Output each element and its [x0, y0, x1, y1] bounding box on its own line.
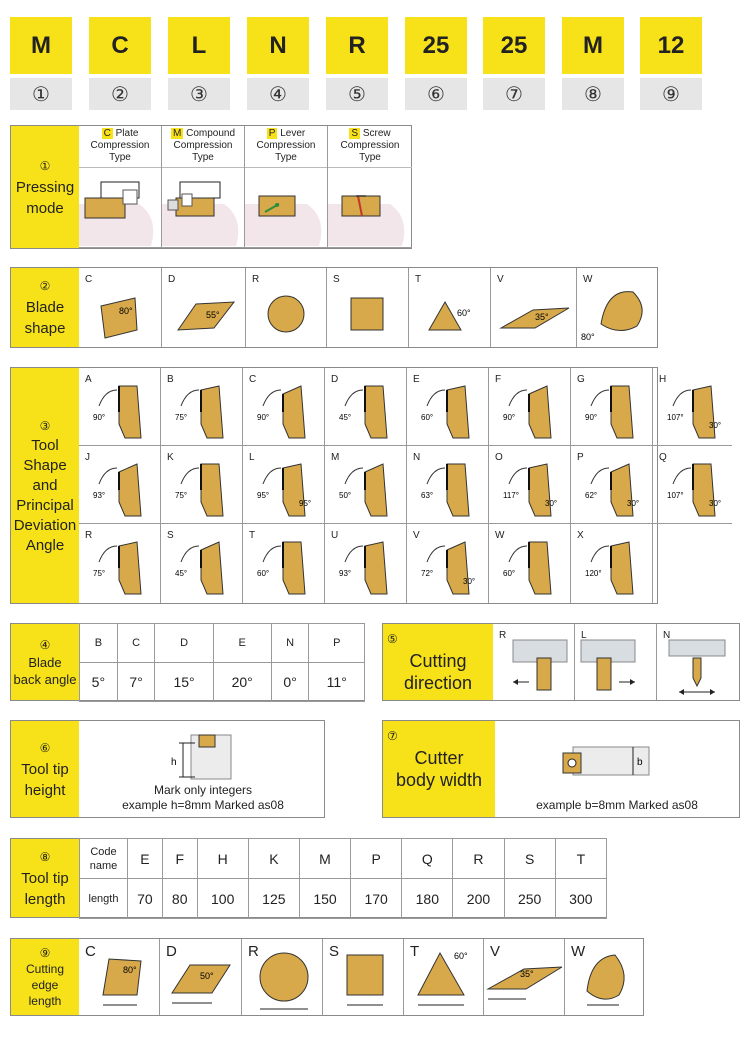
- label-text: height: [24, 781, 66, 799]
- label-text: and: [32, 476, 58, 494]
- blade-shape-w: [577, 268, 657, 347]
- edge-shape-c: [79, 939, 160, 1015]
- edge-shape-r: [242, 939, 323, 1015]
- angle-label: 60°: [457, 308, 471, 318]
- tool-body: [447, 386, 469, 438]
- tool-shape-h: [653, 368, 732, 446]
- angle-label: 35°: [520, 969, 534, 979]
- label-text: Deviation: [13, 516, 77, 534]
- angle-label: 90°: [503, 413, 516, 422]
- shape-letter: T: [410, 943, 420, 960]
- value-cell: 150: [299, 879, 350, 919]
- label-text: Tool: [31, 436, 59, 454]
- tip-height-label: [11, 721, 79, 817]
- tool-body: [611, 464, 633, 516]
- tool-letter: D: [331, 374, 339, 385]
- tip-length-label: [11, 839, 79, 917]
- angle-label: 75°: [175, 413, 188, 422]
- section-number: ⑨: [39, 946, 51, 960]
- angle-arc: [509, 468, 527, 484]
- tool-letter: B: [167, 374, 174, 385]
- note-line: example h=8mm Marked as08: [122, 798, 284, 812]
- angle-label: 62°: [585, 491, 598, 500]
- angle-label: 80°: [119, 306, 133, 316]
- angle-label: 30°: [463, 577, 476, 586]
- direction-letter: L: [581, 630, 587, 641]
- tool-body: [119, 542, 141, 594]
- section-number: ②: [39, 279, 51, 293]
- angle-arc: [673, 390, 691, 406]
- tip-length-table: [79, 838, 607, 919]
- label-text: direction: [403, 673, 473, 693]
- back-angle-table: [79, 623, 365, 702]
- type-title: Screw Compression Type: [340, 128, 400, 163]
- angle-label: 60°: [421, 413, 434, 422]
- code-cell: F: [162, 839, 197, 879]
- angle-arc: [345, 390, 363, 406]
- code-char: 25: [483, 17, 545, 74]
- label-text: Cutting: [409, 651, 467, 671]
- tool-shape-k: [161, 446, 243, 524]
- code-char: 12: [640, 17, 702, 74]
- value-cell: 100: [197, 879, 248, 919]
- label-text: edge: [31, 978, 59, 992]
- angle-label: 107°: [667, 413, 684, 422]
- label-text: Shape: [23, 456, 67, 474]
- angle-arc: [181, 546, 199, 562]
- tool-body: [283, 542, 305, 594]
- tool-letter: G: [577, 374, 585, 385]
- angle-label: 45°: [175, 569, 188, 578]
- value-cell: 300: [555, 879, 606, 919]
- angle-label: 30°: [627, 499, 640, 508]
- label-text: Tool tip: [21, 869, 69, 887]
- angle-label: 63°: [421, 491, 434, 500]
- code-cell: M: [299, 839, 350, 879]
- cutting-direction-panel: [382, 623, 740, 701]
- blade-shape-panel: [10, 267, 658, 348]
- edge-length-label: [11, 939, 79, 1015]
- angle-arc: [181, 390, 199, 406]
- angle-label: 30°: [545, 499, 558, 508]
- angle-label: 80°: [123, 965, 137, 975]
- angle-label: 75°: [93, 569, 106, 578]
- tool-letter: X: [577, 530, 584, 541]
- code-cell: E: [213, 624, 271, 663]
- value-cell: 125: [248, 879, 299, 919]
- section-number: ⑦: [387, 729, 398, 743]
- body-width-panel: [382, 720, 740, 818]
- tool-body: [529, 464, 551, 516]
- angle-label: 75°: [175, 491, 188, 500]
- blade-shape-t: [409, 268, 491, 347]
- code-cell: H: [197, 839, 248, 879]
- tool-shape-b: [161, 368, 243, 446]
- label-text: length: [24, 890, 66, 908]
- pressing-type-m: [162, 126, 245, 248]
- section-number: ⑧: [39, 849, 51, 864]
- code-index: ⑦: [483, 78, 545, 110]
- blade-shape-c: [79, 268, 162, 347]
- edge-shape-t: [404, 939, 484, 1015]
- tool-letter: S: [167, 530, 174, 541]
- angle-arc: [591, 468, 609, 484]
- value-cell: 15°: [155, 663, 213, 702]
- tool-shape-e: [407, 368, 489, 446]
- tool-shape-m: [325, 446, 407, 524]
- tool-shape-d: [325, 368, 407, 446]
- code-index: ④: [247, 78, 309, 110]
- tool-shape-label: [11, 368, 79, 603]
- code-cell: B: [80, 624, 118, 663]
- tool-body: [365, 542, 387, 594]
- body-width-diagram: [553, 739, 653, 789]
- code-cell: S: [504, 839, 555, 879]
- tool-shape-p: [571, 446, 653, 524]
- label-text: Pressing: [15, 178, 75, 196]
- tool-body: [201, 542, 223, 594]
- angle-label: 93°: [93, 491, 106, 500]
- tool-shape-v: [407, 524, 489, 603]
- tool-letter: U: [331, 530, 339, 541]
- value-cell: 200: [453, 879, 504, 919]
- tool-shape-l: [243, 446, 325, 524]
- tool-body: [283, 464, 305, 516]
- angle-label: 30°: [709, 499, 722, 508]
- tool-shape-x: [571, 524, 653, 603]
- back-angle-label: [11, 624, 79, 700]
- tool-body: [611, 386, 633, 438]
- direction-r: [493, 624, 575, 700]
- shape-letter: S: [333, 274, 340, 285]
- angle-label: 95°: [257, 491, 270, 500]
- angle-label: 120°: [585, 569, 602, 578]
- angle-label: 50°: [200, 971, 214, 981]
- value-cell: 11°: [309, 663, 365, 702]
- direction-l: [575, 624, 657, 700]
- tool-shape-o: [489, 446, 571, 524]
- head-cell: [80, 839, 128, 879]
- tool-letter: C: [249, 374, 257, 385]
- code-char: C: [89, 17, 151, 74]
- tool-body: [119, 386, 141, 438]
- tool-shape-w: [489, 524, 571, 603]
- tool-letter: T: [249, 530, 256, 541]
- code-char: M: [10, 17, 72, 74]
- shape-letter: V: [497, 274, 504, 285]
- tool-letter: O: [495, 452, 503, 463]
- code-cell: T: [555, 839, 606, 879]
- angle-label: 55°: [206, 310, 220, 320]
- shape-letter: W: [571, 943, 586, 960]
- code-cell: P: [309, 624, 365, 663]
- blade-shape-s: [327, 268, 409, 347]
- head-text: Code: [90, 845, 117, 858]
- code-index: ⑧: [562, 78, 624, 110]
- label-text: back angle: [13, 671, 77, 687]
- value-cell: 7°: [117, 663, 155, 702]
- dimension-label: h: [171, 757, 177, 768]
- tool-holder-icon: [79, 446, 159, 522]
- tool-body: [201, 386, 223, 438]
- tool-shape-j: [79, 446, 161, 524]
- head-cell: length: [80, 879, 128, 919]
- left-hand-tool-icon: [575, 624, 655, 700]
- value-cell: 70: [128, 879, 163, 919]
- tool-shape-u: [325, 524, 407, 603]
- tool-letter: W: [495, 530, 505, 541]
- angle-arc: [99, 546, 117, 562]
- tool-letter: E: [413, 374, 420, 385]
- tool-body: [693, 464, 715, 516]
- angle-arc: [427, 390, 445, 406]
- pressing-mode-label: [11, 126, 79, 248]
- angle-label: 90°: [585, 413, 598, 422]
- angle-label: 107°: [667, 491, 684, 500]
- value-cell: 5°: [80, 663, 118, 702]
- value-cell: 80: [162, 879, 197, 919]
- angle-label: 60°: [503, 569, 516, 578]
- head-text: name: [89, 859, 118, 872]
- code-char: M: [562, 17, 624, 74]
- angle-label: 50°: [339, 491, 352, 500]
- section-number: ③: [39, 418, 51, 433]
- tool-body: [447, 542, 469, 594]
- tool-body: [283, 386, 305, 438]
- code-cell: E: [128, 839, 163, 879]
- value-cell: 250: [504, 879, 555, 919]
- shape-letter: T: [415, 274, 422, 285]
- body-width-label: [383, 721, 495, 817]
- tool-letter: N: [413, 452, 421, 463]
- lever-clamp-illustration: [245, 168, 327, 246]
- edge-shape-w: [565, 939, 643, 1015]
- angle-arc: [509, 546, 527, 562]
- tool-body: [693, 386, 715, 438]
- code-char: 25: [405, 17, 467, 74]
- code-index: ①: [10, 78, 72, 110]
- angle-arc: [591, 546, 609, 562]
- section-number: ①: [39, 158, 51, 173]
- tool-shape-s: [161, 524, 243, 603]
- angle-arc: [673, 468, 691, 484]
- angle-label: 60°: [454, 951, 468, 961]
- blade-shape-r: [246, 268, 327, 347]
- type-title: Lever Compression Type: [256, 128, 316, 163]
- pressing-type-s: [328, 126, 412, 248]
- edge-shape-d: [160, 939, 242, 1015]
- angle-label: 80°: [581, 332, 595, 342]
- label-text: Principal: [16, 496, 74, 514]
- label-text: Blade: [25, 299, 65, 316]
- angle-arc: [591, 390, 609, 406]
- angle-arc: [263, 390, 281, 406]
- tool-letter: J: [85, 452, 90, 463]
- angle-arc: [345, 468, 363, 484]
- tool-shape-c: [243, 368, 325, 446]
- type-letter: P: [268, 128, 276, 139]
- screw-clamp-illustration: [328, 168, 410, 246]
- code-index: ⑥: [405, 78, 467, 110]
- compound-clamp-illustration: [162, 168, 244, 246]
- tool-shape-a: [79, 368, 161, 446]
- shape-letter: R: [248, 943, 259, 960]
- type-letter: C: [103, 128, 111, 139]
- shape-letter: W: [583, 274, 593, 285]
- tool-body: [529, 386, 551, 438]
- tool-letter: Q: [659, 452, 667, 463]
- code-cell: P: [351, 839, 402, 879]
- angle-label: 90°: [93, 413, 106, 422]
- tool-letter: H: [659, 374, 667, 385]
- blade-shape-d: [162, 268, 246, 347]
- tip-height-note: [81, 783, 325, 813]
- type-title: Compound Compression Type: [173, 128, 236, 163]
- angle-arc: [181, 468, 199, 484]
- angle-label: 90°: [257, 413, 270, 422]
- back-angle-panel: [10, 623, 365, 701]
- plate-clamp-illustration: [79, 168, 161, 246]
- angle-label: 35°: [535, 312, 549, 322]
- tip-length-panel: [10, 838, 607, 918]
- tool-shape-f: [489, 368, 571, 446]
- tool-shape-q: [653, 446, 732, 524]
- pressing-mode-panel: [10, 125, 412, 249]
- angle-arc: [509, 390, 527, 406]
- shape-letter: C: [85, 943, 96, 960]
- cutting-direction-label: [383, 624, 493, 700]
- tool-letter: L: [249, 452, 255, 463]
- code-cell: Q: [402, 839, 453, 879]
- label-text: shape: [24, 320, 66, 337]
- dimension-label: b: [637, 757, 643, 768]
- label-text: Tool tip: [21, 760, 69, 778]
- blade-shape-v: [491, 268, 577, 347]
- shape-letter: S: [329, 943, 340, 960]
- tool-body: [365, 464, 387, 516]
- tool-shape-r: [79, 524, 161, 603]
- value-cell: 20°: [213, 663, 271, 702]
- code-index: ⑨: [640, 78, 702, 110]
- section-number: ⑤: [387, 632, 398, 646]
- value-cell: 0°: [271, 663, 309, 702]
- code-cell: K: [248, 839, 299, 879]
- tip-height-diagram: [151, 727, 261, 785]
- code-cell: D: [155, 624, 213, 663]
- shape-letter: D: [168, 274, 176, 285]
- value-cell: 170: [351, 879, 402, 919]
- tool-shape-t: [243, 524, 325, 603]
- direction-letter: R: [499, 630, 507, 641]
- tool-shape-panel: [10, 367, 722, 604]
- tool-body: [447, 464, 469, 516]
- angle-arc: [99, 468, 117, 484]
- shape-letter: D: [166, 943, 177, 960]
- angle-label: 95°: [299, 499, 312, 508]
- label-text: Angle: [25, 536, 65, 554]
- angle-label: 93°: [339, 569, 352, 578]
- pressing-type-c: [79, 126, 162, 248]
- code-char: R: [326, 17, 388, 74]
- shape-letter: V: [490, 943, 501, 960]
- code-cell: C: [117, 624, 155, 663]
- tool-body: [365, 386, 387, 438]
- angle-label: 60°: [257, 569, 270, 578]
- code-index: ⑤: [326, 78, 388, 110]
- label-text: length: [28, 994, 62, 1008]
- direction-letter: N: [663, 630, 671, 641]
- tool-body: [201, 464, 223, 516]
- shape-letter: R: [252, 274, 260, 285]
- tool-body: [529, 542, 551, 594]
- tool-letter: K: [167, 452, 174, 463]
- angle-arc: [263, 546, 281, 562]
- tool-body: [119, 464, 141, 516]
- code-cell: R: [453, 839, 504, 879]
- label-text: Cutting: [25, 962, 65, 976]
- tool-letter: F: [495, 374, 502, 385]
- section-number: ④: [39, 637, 51, 652]
- tool-holder-icon: [243, 446, 323, 522]
- code-char: L: [168, 17, 230, 74]
- angle-arc: [263, 468, 281, 484]
- label-text: mode: [26, 199, 64, 217]
- angle-arc: [427, 468, 445, 484]
- code-index: ②: [89, 78, 151, 110]
- value-cell: 180: [402, 879, 453, 919]
- code-cell: N: [271, 624, 309, 663]
- angle-label: 117°: [503, 491, 519, 500]
- direction-n: [657, 624, 739, 700]
- pressing-type-p: [245, 126, 328, 248]
- tool-shape-n: [407, 446, 489, 524]
- angle-label: 45°: [339, 413, 352, 422]
- edge-shape-s: [323, 939, 404, 1015]
- tool-letter: P: [577, 452, 584, 463]
- note-line: Mark only integers: [153, 783, 253, 797]
- shape-letter: C: [85, 274, 93, 285]
- blade-shape-label: [11, 268, 79, 347]
- tool-letter: M: [331, 452, 340, 463]
- edge-shape-v: [484, 939, 565, 1015]
- label-text: Cutter: [414, 748, 464, 768]
- angle-arc: [99, 390, 117, 406]
- tip-height-panel: [10, 720, 325, 818]
- tool-shape-g: [571, 368, 653, 446]
- tool-body: [611, 542, 633, 594]
- angle-arc: [427, 546, 445, 562]
- label-text: body width: [395, 770, 483, 790]
- code-char: N: [247, 17, 309, 74]
- section-number: ⑥: [39, 740, 51, 755]
- angle-arc: [345, 546, 363, 562]
- label-text: Blade: [28, 654, 62, 670]
- tool-letter: A: [85, 374, 92, 385]
- body-width-note: example b=8mm Marked as08: [536, 798, 698, 812]
- tool-letter: V: [413, 530, 420, 541]
- type-letter: S: [351, 128, 359, 139]
- tool-letter: R: [85, 530, 93, 541]
- type-title: Plate Compression Type: [90, 128, 150, 163]
- code-index: ③: [168, 78, 230, 110]
- edge-length-panel: [10, 938, 644, 1016]
- type-letter: M: [172, 128, 182, 139]
- angle-label: 30°: [709, 421, 722, 430]
- angle-label: 72°: [421, 569, 434, 578]
